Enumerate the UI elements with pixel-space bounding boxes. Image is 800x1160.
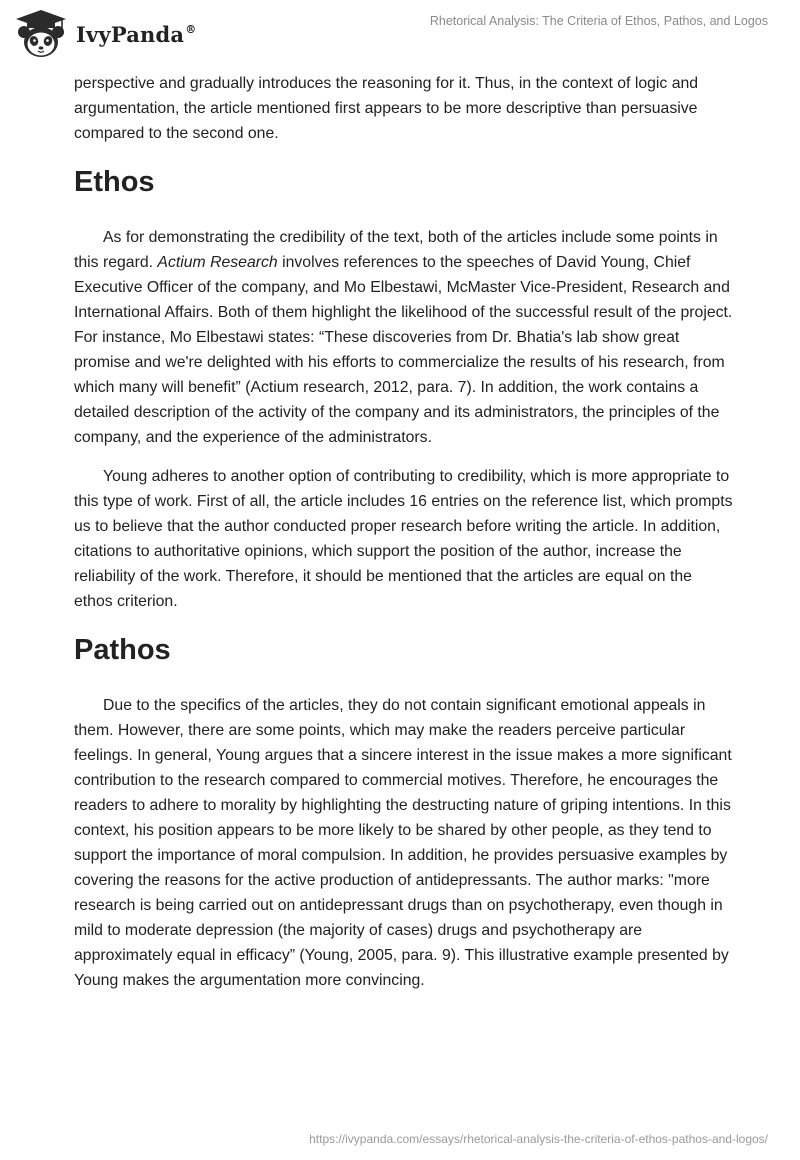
ethos-p1-start: As for demonstrating the credibility of the text, both of the articles include some points in this regard. (74, 229, 718, 271)
section-heading-ethos: Ethos (74, 166, 155, 198)
source-url[interactable]: https://ivypanda.com/essays/rhetorical-analysis-the-criteria-of-ethos-pathos-and-logos/ (309, 1132, 768, 1146)
pathos-paragraph-1: Due to the specifics of the articles, they do not contain significant emotional appeals in them. However, there are some points, which may make the readers perceive particular feelings. In general, Young argues that a sincere interest in the issue makes a more significant contribution to the research compared to commercial motives. Therefore, he encourages the readers to adhere to morality by highlighting the destructing nature of griping intentions. In this context, his position appears to be more likely to be shared by other people, as they tend to support the importance of moral compulsion. In addition, he provides persuasive examples by covering the reasons for the active production of antidepressants. The author marks: "more research is being carried out on antidepressant drugs than on psychotherapy, even though in mild to moderate depression (the majority of cases) drugs and psychotherapy are approximately equal in efficacy” (Young, 2005, para. 9). This illustrative example presented by Young makes the argumentation more convincing. (74, 697, 732, 989)
ethos-paragraph-1 (74, 225, 734, 450)
ethos-paragraph-2: Young adheres to another option of contributing to credibility, which is more appropriate to this type of work. First of all, the article includes 16 entries on the reference list, which prompts us to believe that the author conducted proper research before writing the article. In addition, citations to authoritative opinions, which support the position of the author, increase the reliability of the work. Therefore, it should be mentioned that the articles are equal on the ethos criterion. (74, 468, 733, 610)
panda-graduate-icon (12, 8, 70, 60)
brand-name: IvyPanda® (76, 21, 197, 47)
intro-paragraph: perspective and gradually introduces the reasoning for it. Thus, in the context of logic and argumentation, the article mentioned first appears to be more descriptive than persuasive compared to the second one. (74, 75, 699, 142)
brand-logo[interactable] (12, 8, 196, 60)
ethos-p1-end: involves references to the speeches of David Young, Chief Executive Officer of the company, and Mo Elbestawi, McMaster Vice-President, Research and International Affairs. Both of them highlight the likelihood of the successful result of the project. For instance, Mo Elbestawi states: “These discoveries from Dr. Bhatia's lab show great promise and we're delighted with his efforts to commercialize the results of his research, from which many will benefit” (Actium research, 2012, para. 7). In addition, the work contains a detailed description of the activity of the company and its administrators, the principles of the company, and the experience of the administrators. (74, 254, 733, 446)
ethos-p1-italic-title: Actium Research (157, 254, 278, 271)
document-title: Rhetorical Analysis: The Criteria of Ethos, Pathos, and Logos (429, 14, 768, 28)
section-heading-pathos: Pathos (74, 634, 171, 666)
page-header (0, 0, 800, 70)
essay-body (74, 71, 734, 1007)
